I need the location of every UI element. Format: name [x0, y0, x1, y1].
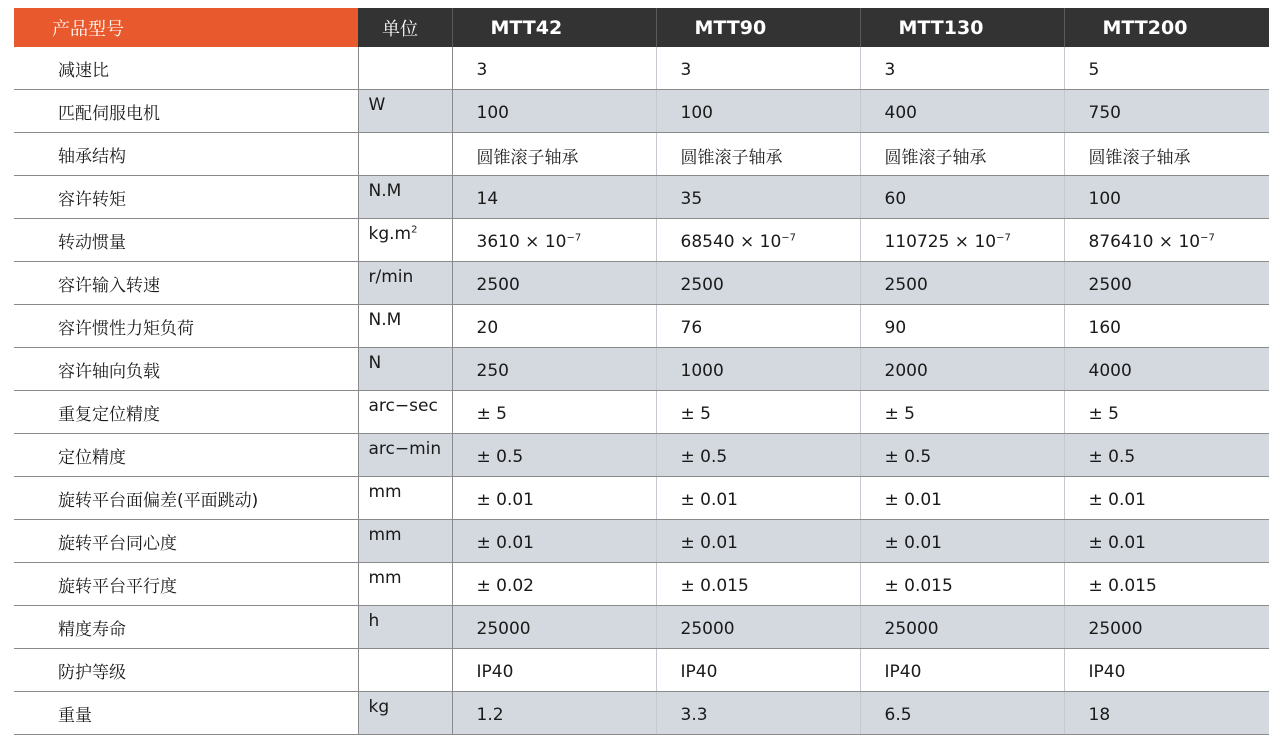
- value-text: 76: [680, 317, 703, 338]
- row-label: 重量: [14, 692, 358, 735]
- value-superscript: −7: [1200, 231, 1215, 243]
- value-text: ± 5: [1088, 403, 1119, 424]
- cell-value: [1064, 47, 1269, 90]
- row-label: 容许惯性力矩负荷: [14, 305, 358, 348]
- cell-value: [656, 649, 860, 692]
- cell-value: [860, 90, 1064, 133]
- table-row: [14, 606, 1269, 649]
- cell-value: [860, 219, 1064, 262]
- value-text: 2000: [884, 360, 928, 381]
- value-text: 400: [884, 102, 917, 123]
- value-text: ± 0.02: [476, 575, 534, 596]
- cell-value: [452, 692, 656, 735]
- cell-value: [452, 563, 656, 606]
- value-text: 2500: [476, 274, 520, 295]
- header-product-model: 产品型号: [14, 8, 358, 47]
- cell-value: [656, 219, 860, 262]
- table-row: [14, 305, 1269, 348]
- table-row: [14, 649, 1269, 692]
- value-text: ± 0.01: [1088, 489, 1146, 510]
- value-text: 100: [476, 102, 509, 123]
- value-text: 18: [1088, 704, 1111, 725]
- value-text: ± 0.015: [1088, 575, 1157, 596]
- cell-value: [656, 434, 860, 477]
- row-unit: [358, 90, 452, 133]
- cell-value: [452, 477, 656, 520]
- cell-value: [1064, 477, 1269, 520]
- cell-value: [1064, 391, 1269, 434]
- cell-value: [1064, 606, 1269, 649]
- value-superscript: −7: [566, 231, 582, 243]
- cell-value: [452, 219, 656, 262]
- cell-value: [656, 176, 860, 219]
- row-label: 旋转平台同心度: [14, 520, 358, 563]
- spec-table: [14, 8, 1269, 735]
- cell-value: [860, 176, 1064, 219]
- value-text: 3610 × 10: [476, 231, 567, 252]
- cell-value: [860, 348, 1064, 391]
- value-text: ± 0.01: [680, 489, 738, 510]
- value-text: 2500: [1088, 274, 1132, 295]
- row-label: 防护等级: [14, 649, 358, 692]
- row-unit: [358, 692, 452, 735]
- value-text: 750: [1088, 102, 1121, 123]
- row-unit: [358, 563, 452, 606]
- value-text: ± 0.5: [1088, 446, 1136, 467]
- unit-text: mm: [368, 568, 402, 588]
- unit-text: mm: [368, 482, 402, 502]
- cell-value: [452, 133, 656, 176]
- value-text: 35: [680, 188, 703, 209]
- header-unit: 单位: [358, 8, 452, 47]
- unit-superscript: 2: [411, 224, 418, 236]
- cell-value: [1064, 262, 1269, 305]
- cell-value: [860, 47, 1064, 90]
- cell-value: [860, 477, 1064, 520]
- row-unit: [358, 391, 452, 434]
- unit-text: r/min: [368, 267, 414, 287]
- table-row: [14, 47, 1269, 90]
- value-text: 25000: [680, 618, 735, 639]
- value-text: 60: [884, 188, 907, 209]
- value-text: 90: [884, 317, 907, 338]
- header-model-1: MTT42: [452, 8, 656, 47]
- table-row: [14, 692, 1269, 735]
- cell-value: [452, 262, 656, 305]
- cell-value: [452, 47, 656, 90]
- cell-value: [860, 305, 1064, 348]
- cell-value: [860, 520, 1064, 563]
- row-unit: [358, 649, 452, 692]
- value-text: ± 0.015: [680, 575, 749, 596]
- unit-text: W: [368, 95, 386, 115]
- cell-value: [452, 176, 656, 219]
- value-text: 5: [1088, 59, 1100, 80]
- value-text: 1000: [680, 360, 724, 381]
- value-text: ± 5: [884, 403, 915, 424]
- value-text: 20: [476, 317, 499, 338]
- row-label: 匹配伺服电机: [14, 90, 358, 133]
- row-label: 容许输入转速: [14, 262, 358, 305]
- value-text: 14: [476, 188, 499, 209]
- table-row: [14, 176, 1269, 219]
- cell-value: [860, 692, 1064, 735]
- cell-value: [452, 606, 656, 649]
- table-row: [14, 133, 1269, 176]
- header-row: [14, 8, 1269, 47]
- unit-text: arc−sec: [368, 396, 438, 416]
- cell-value: [1064, 176, 1269, 219]
- unit-text: kg.m: [368, 224, 412, 244]
- row-label: 旋转平台面偏差(平面跳动): [14, 477, 358, 520]
- value-text: 110725 × 10: [884, 231, 997, 252]
- cell-value: [452, 391, 656, 434]
- value-text: 3: [884, 59, 896, 80]
- row-unit: [358, 133, 452, 176]
- unit-text: kg: [368, 697, 390, 717]
- row-unit: [358, 477, 452, 520]
- value-text: ± 0.01: [680, 532, 738, 553]
- header-model-4: MTT200: [1064, 8, 1269, 47]
- cell-value: [1064, 520, 1269, 563]
- table-row: [14, 90, 1269, 133]
- cell-value: [656, 391, 860, 434]
- row-label: 容许转矩: [14, 176, 358, 219]
- value-superscript: −7: [781, 231, 797, 243]
- row-unit: [358, 520, 452, 563]
- value-text: ± 0.5: [680, 446, 728, 467]
- value-text: 2500: [884, 274, 928, 295]
- value-text: IP40: [1088, 661, 1126, 682]
- value-text: ± 0.01: [884, 532, 942, 553]
- value-text: 68540 × 10: [680, 231, 782, 252]
- cell-value: [1064, 348, 1269, 391]
- value-text: ± 0.5: [884, 446, 932, 467]
- cell-value: [860, 391, 1064, 434]
- value-text: ± 0.01: [1088, 532, 1146, 553]
- cell-value: [452, 649, 656, 692]
- table-row: [14, 391, 1269, 434]
- value-text: 圆锥滚子轴承: [884, 148, 987, 168]
- unit-text: h: [368, 611, 380, 631]
- cell-value: [656, 563, 860, 606]
- unit-text: arc−min: [368, 439, 442, 459]
- cell-value: [656, 348, 860, 391]
- value-text: IP40: [884, 661, 922, 682]
- cell-value: [656, 90, 860, 133]
- cell-value: [1064, 692, 1269, 735]
- row-unit: [358, 305, 452, 348]
- row-label: 轴承结构: [14, 133, 358, 176]
- row-unit: [358, 219, 452, 262]
- table-row: [14, 219, 1269, 262]
- row-label: 重复定位精度: [14, 391, 358, 434]
- table-row: [14, 434, 1269, 477]
- value-text: 3.3: [680, 704, 708, 725]
- unit-text: mm: [368, 525, 402, 545]
- value-text: 2500: [680, 274, 724, 295]
- value-text: ± 0.01: [476, 489, 534, 510]
- row-label: 减速比: [14, 47, 358, 90]
- row-unit: [358, 262, 452, 305]
- row-label: 容许轴向负载: [14, 348, 358, 391]
- row-unit: [358, 606, 452, 649]
- cell-value: [1064, 649, 1269, 692]
- table-row: [14, 348, 1269, 391]
- unit-text: N.M: [368, 181, 402, 201]
- row-unit: [358, 348, 452, 391]
- row-unit: [358, 434, 452, 477]
- row-label: 精度寿命: [14, 606, 358, 649]
- header-model-2: MTT90: [656, 8, 860, 47]
- unit-text: N.M: [368, 310, 402, 330]
- spec-sheet: [14, 8, 1269, 735]
- cell-value: [656, 133, 860, 176]
- cell-value: [860, 262, 1064, 305]
- cell-value: [656, 47, 860, 90]
- cell-value: [1064, 90, 1269, 133]
- value-text: IP40: [680, 661, 718, 682]
- cell-value: [452, 90, 656, 133]
- row-label: 定位精度: [14, 434, 358, 477]
- table-row: [14, 262, 1269, 305]
- cell-value: [656, 477, 860, 520]
- cell-value: [656, 692, 860, 735]
- cell-value: [860, 649, 1064, 692]
- value-text: 100: [680, 102, 713, 123]
- value-text: IP40: [476, 661, 514, 682]
- value-text: 100: [1088, 188, 1121, 209]
- row-label: 转动惯量: [14, 219, 358, 262]
- value-text: 3: [680, 59, 692, 80]
- cell-value: [860, 606, 1064, 649]
- header-model-3: MTT130: [860, 8, 1064, 47]
- cell-value: [656, 520, 860, 563]
- value-text: 圆锥滚子轴承: [680, 148, 783, 168]
- cell-value: [860, 434, 1064, 477]
- cell-value: [860, 563, 1064, 606]
- cell-value: [452, 348, 656, 391]
- value-text: 25000: [1088, 618, 1143, 639]
- cell-value: [1064, 219, 1269, 262]
- value-text: 250: [476, 360, 509, 381]
- cell-value: [1064, 305, 1269, 348]
- value-text: ± 0.01: [476, 532, 534, 553]
- value-text: 圆锥滚子轴承: [1088, 148, 1191, 168]
- table-row: [14, 477, 1269, 520]
- value-text: 25000: [884, 618, 939, 639]
- cell-value: [1064, 434, 1269, 477]
- table-row: [14, 520, 1269, 563]
- value-text: ± 0.015: [884, 575, 953, 596]
- unit-text: N: [368, 353, 382, 373]
- row-unit: [358, 176, 452, 219]
- cell-value: [656, 606, 860, 649]
- cell-value: [860, 133, 1064, 176]
- row-unit: [358, 47, 452, 90]
- cell-value: [1064, 133, 1269, 176]
- value-text: 160: [1088, 317, 1121, 338]
- value-text: 3: [476, 59, 488, 80]
- cell-value: [452, 434, 656, 477]
- cell-value: [452, 305, 656, 348]
- cell-value: [452, 520, 656, 563]
- value-superscript: −7: [996, 231, 1011, 243]
- value-text: 876410 × 10: [1088, 231, 1201, 252]
- table-row: [14, 563, 1269, 606]
- value-text: ± 0.01: [884, 489, 942, 510]
- value-text: 25000: [476, 618, 531, 639]
- value-text: 6.5: [884, 704, 912, 725]
- cell-value: [1064, 563, 1269, 606]
- value-text: 1.2: [476, 704, 504, 725]
- cell-value: [656, 262, 860, 305]
- value-text: ± 5: [680, 403, 711, 424]
- row-label: 旋转平台平行度: [14, 563, 358, 606]
- value-text: 4000: [1088, 360, 1132, 381]
- value-text: ± 5: [476, 403, 507, 424]
- value-text: ± 0.5: [476, 446, 524, 467]
- value-text: 圆锥滚子轴承: [476, 148, 579, 168]
- cell-value: [656, 305, 860, 348]
